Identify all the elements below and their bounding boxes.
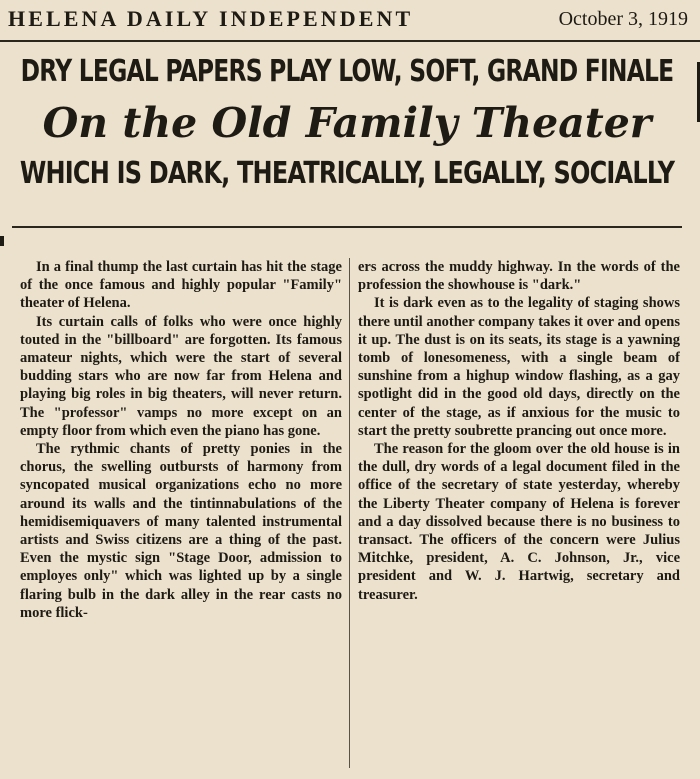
article-column-left	[20, 258, 342, 768]
newspaper-name: HELENA DAILY INDEPENDENT	[8, 6, 414, 31]
article-paragraph: Its curtain calls of folks who were once highly touted in the "billboard" are forgotten. Its famous amateur nights, which were the start of several budding stars who are now far from Helena and playing big roles in big theaters, will never return. The "professor" vamps no more except on an empty floor from which even the piano has gone.	[20, 313, 342, 439]
headline-rule	[12, 226, 682, 228]
article-paragraph: It is dark even as to the legality of staging shows there until another company takes it over and opens it up. The dust is on its seats, its stage is a yawning tomb of lonesomeness, with a single beam of sunshine from a highup window flashing, as a gay spotlight did in the good old days, directly on the center of the stage, as if anxious for the music to start the pretty soubrette prancing out once more.	[358, 295, 680, 439]
article-paragraph: In a final thump the last curtain has hit the stage of the once famous and highly popular "Family" theater of Helena.	[20, 259, 342, 312]
masthead	[8, 6, 692, 36]
left-edge-mark	[0, 236, 4, 246]
article-paragraph: The reason for the gloom over the old house is in the dull, dry words of a legal document filed in the office of the secretary of state yesterday, whereby the Liberty Theater company of Helena is forever and a day dissolved because there is no business to transact. The officers of the concern were Julius Mitchke, president, A. C. Johnson, Jr., vice president and W. J. Hartwig, secretary and treasurer.	[358, 441, 680, 603]
article-column-right	[358, 258, 680, 768]
column-divider	[349, 258, 350, 768]
headline-line-2: On the Old Family Theater	[42, 99, 652, 147]
article-paragraph-continued: ers across the muddy highway. In the words of the profession the showhouse is "dark."	[358, 259, 680, 294]
article-paragraph: The rythmic chants of pretty ponies in the chorus, the swelling outbursts of harmony from syncopated musical organizations echo no more around its walls and the tintinnabulations of the hemidisemiquavers of many talented instrumental artists and Swiss citizens are a thing of the past. Even the mystic sign "Stage Door, admission to employes only" which was lighted up by a single flaring bulb in the dark alley in the rear casts no more flick-	[20, 441, 342, 621]
masthead-rule	[0, 40, 700, 42]
headline-line-1: DRY LEGAL PAPERS PLAY LOW, SOFT, GRAND FINALE	[20, 54, 674, 89]
issue-date: October 3, 1919	[558, 8, 688, 30]
headline-line-3: WHICH IS DARK, THEATRICALLY, LEGALLY, SOCIALLY	[19, 156, 675, 191]
headline-block	[12, 52, 682, 220]
